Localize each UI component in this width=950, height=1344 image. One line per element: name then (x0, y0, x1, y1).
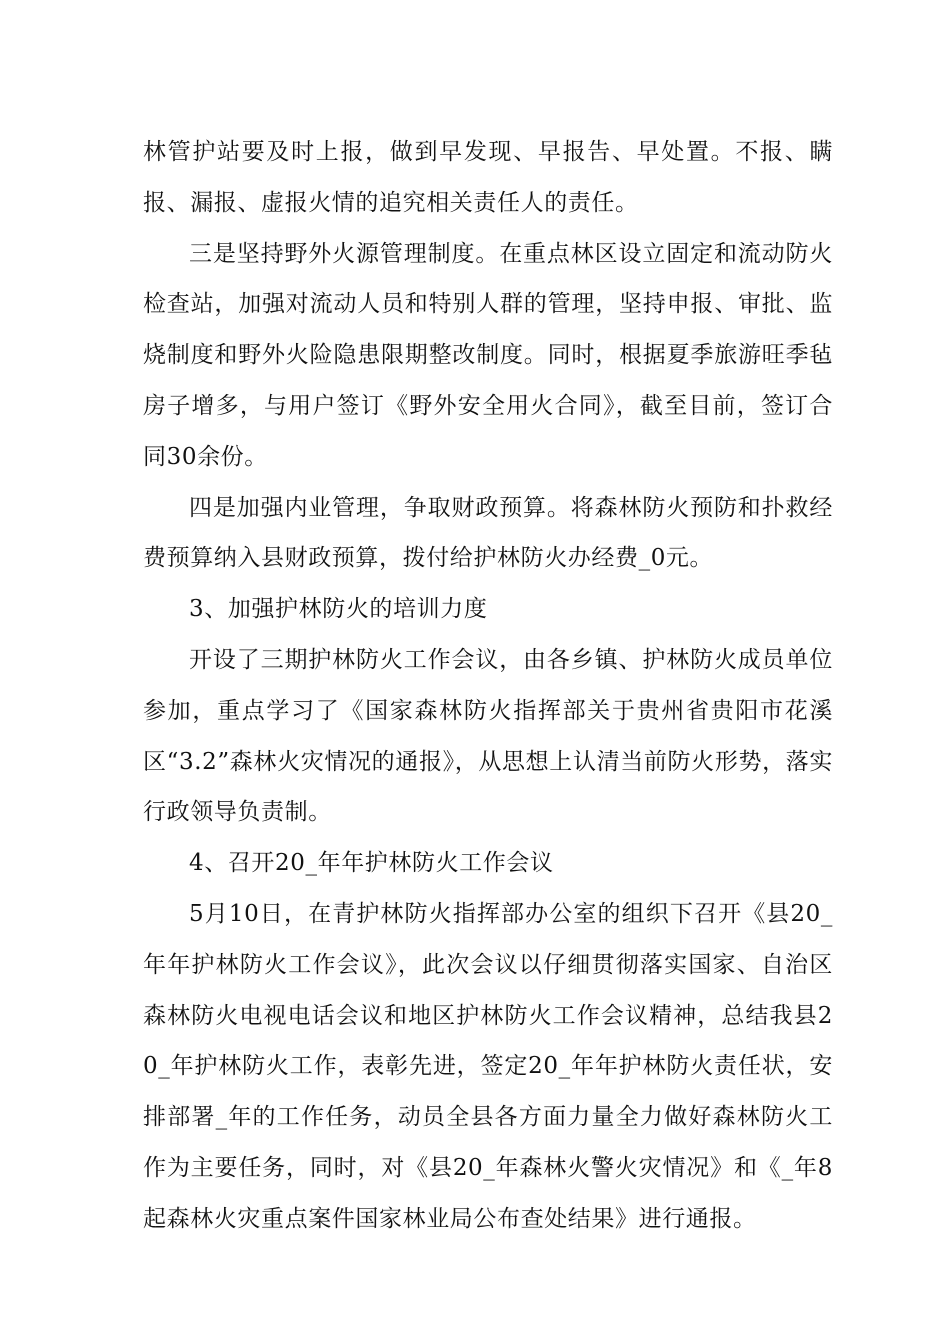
paragraph-2: 三是坚持野外火源管理制度。在重点林区设立固定和流动防火检查站，加强对流动人员和特别人群的管理，坚持申报、审批、监烧制度和野外火险隐患限期整改制度。同时，根据夏季旅游旺季毡房子增多，与用户签订《野外安全用火合同》，截至目前，签订合同30余份。 (143, 240, 833, 470)
paragraph-4: 开设了三期护林防火工作会议，由各乡镇、护林防火成员单位参加，重点学习了《国家森林防火指挥部关于贵州省贵阳市花溪区“3.2”森林火灾情况的通报》，从思想上认清当前防火形势，落实行政领导负责制。 (143, 646, 833, 826)
section-heading-4: 4、召开20_年年护林防火工作会议 (189, 850, 554, 877)
section-heading-3: 3、加强护林防火的培训力度 (189, 596, 488, 623)
document-body (143, 127, 833, 1245)
paragraph-1: 林管护站要及时上报，做到早发现、早报告、早处置。不报、瞒报、漏报、虚报火情的追究相关责任人的责任。 (143, 139, 833, 216)
paragraph-3: 四是加强内业管理，争取财政预算。将森林防火预防和扑救经费预算纳入县财政预算，拨付给护林防火办经费_0元。 (143, 494, 833, 572)
paragraph-5: 5月10日，在青护林防火指挥部办公室的组织下召开《县20_年年护林防火工作会议》，此次会议以仔细贯彻落实国家、自治区森林防火电视电话会议和地区护林防火工作会议精神，总结我县20_年护林防火工作，表彰先进，签定20_年年护林防火责任状，安排部署_年的工作任务，动员全县各方面力量全力做好森林防火工作为主要任务，同时，对《县20_年森林火警火灾情况》和《_年8起森林火灾重点案件国家林业局公布查处结果》进行通报。 (143, 900, 833, 1232)
